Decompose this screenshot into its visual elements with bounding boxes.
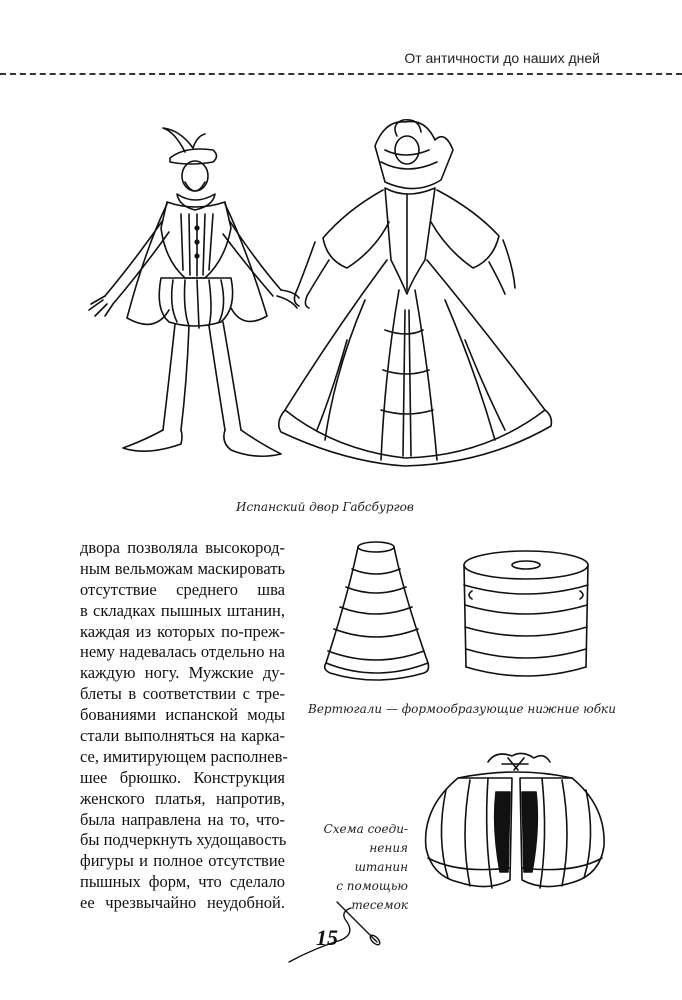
running-header-title: От античности до наших дней [404, 50, 600, 66]
body-line: бы подчеркнуть худощавость [80, 830, 287, 850]
caption-line: Схема соеди- [323, 822, 408, 836]
body-line: бованиями испанской моды [80, 705, 285, 725]
body-line: блеты в соответствии с тре- [80, 684, 285, 704]
needle-thread-ornament [285, 898, 395, 968]
body-line: каждую ногу. Мужские ду- [80, 663, 285, 683]
bell-hoopskirt [325, 542, 429, 680]
body-line: каждая из которых по-преж- [80, 621, 285, 641]
court-figure-caption: Испанский двор Габсбургов [236, 500, 414, 514]
body-line: отсутствие среднего шва [80, 579, 285, 599]
body-line: пышных форм, что сделало [80, 872, 285, 892]
body-line: ее чрезвычайно неудобной. [80, 893, 285, 913]
page-number: 15 [316, 925, 338, 950]
habsburg-court-illustration [85, 110, 605, 480]
body-line: фигуры и полное отсутствие [80, 851, 285, 871]
body-line: в складках пышных штанин, [80, 600, 285, 620]
drum-hoopskirt [464, 551, 588, 676]
trunk-hose-illustration [418, 748, 614, 900]
header-dashed-rule [0, 73, 682, 75]
caption-line: нения штанин [354, 841, 408, 874]
caption-line: с помощью [336, 879, 408, 893]
verdugados-caption: Вертюгали — формообразующие нижние юбки [308, 702, 616, 716]
verdugado-hoopskirts-illustration [310, 535, 600, 685]
body-line: была направлена на то, что- [80, 809, 285, 829]
caption-line: тесемок [351, 898, 408, 912]
body-line: двора позволяла высокород- [80, 538, 285, 557]
body-line: нему надевалась отдельно на [80, 642, 285, 662]
body-line: женского платья, напротив, [80, 788, 285, 808]
body-line: стали выполняться на карка- [80, 726, 285, 746]
body-line: шее брюшко. Конструкция [80, 767, 285, 787]
body-line: ным вельможам маскировать [80, 558, 285, 578]
noblewoman-figure [279, 120, 552, 466]
nobleman-figure [89, 128, 299, 456]
body-line: се, имитирующем располнев- [80, 746, 288, 766]
body-text [80, 538, 288, 914]
